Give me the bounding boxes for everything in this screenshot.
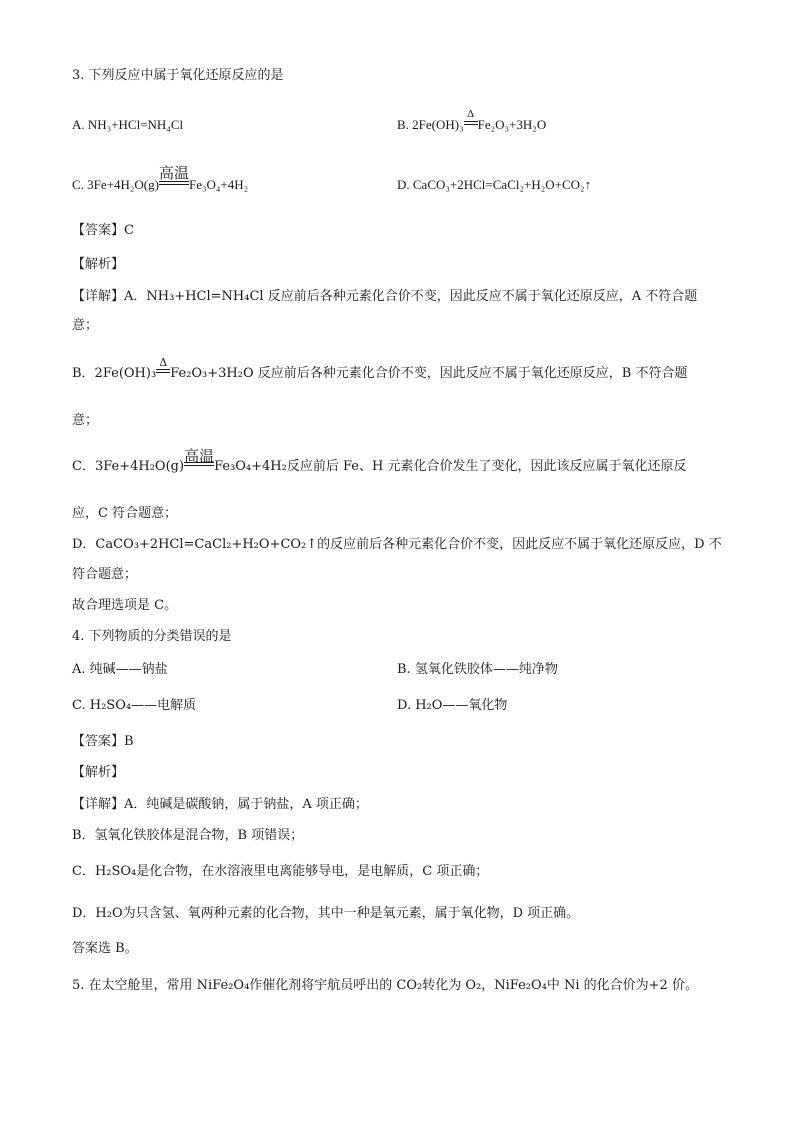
q3-detail-a: 【详解】A．NH₃+HCl=NH₄Cl 反应前后各种元素化合价不变，因此反应不属于氧化还原反应，A 不符合题 (72, 289, 698, 304)
q3-detail-b-text: Fe₂O₃+3H₂O 反应前后各种元素化合价不变，因此反应不属于氧化还原反应，B 不符合题 (170, 366, 688, 381)
q3-answer: 【答案】C (72, 223, 134, 238)
q4-stem: 4. 下列物质的分类错误的是 (72, 629, 232, 644)
q4-option-b: B. 氢氧化铁胶体——纯净物 (397, 662, 558, 677)
q3-detail-b-condition (156, 356, 170, 383)
q3-detail-d: D．CaCO₃+2HCl=CaCl₂+H₂O+CO₂↑的反应前后各种元素化合价不变，因此反应不属于氧化还原反应，D 不 (72, 537, 722, 552)
q3-option-b (397, 108, 547, 134)
q3-option-a: A. NH₃+HCl=NH₄Cl (72, 117, 184, 132)
q4-analysis-label: 【解析】 (72, 765, 125, 780)
heat-delta-symbol: Δ (159, 356, 168, 369)
q3-detail-b (72, 356, 688, 383)
q4-detail-a: 【详解】A．纯碱是碳酸钠，属于钠盐，A 项正确； (72, 797, 368, 812)
q3-detail-b-cont: 意； (72, 413, 99, 428)
q4-option-d: D. H₂O——氧化物 (397, 698, 508, 713)
q3-option-b-condition (464, 108, 478, 134)
q3-detail-c-cont: 应，C 符合题意； (72, 506, 178, 521)
q3-detail-d-cont: 符合题意； (72, 567, 138, 582)
q3-detail-c-reactant: C．3Fe+4H₂O(g) (72, 459, 185, 474)
q3-detail-b-reactant: B．2Fe(OH)₃ (72, 366, 157, 381)
q4-detail-d: D．H₂O为只含氢、氧两种元素的化合物，其中一种是氧元素，属于氧化物，D 项正确。 (72, 906, 580, 921)
q3-detail-a-cont: 意； (72, 318, 99, 333)
q3-detail-c (72, 447, 687, 476)
q3-detail-c-text: Fe₃O₄+4H₂反应前后 Fe、H 元素化合价发生了变化，因此该反应属于氧化还原反 (214, 459, 687, 474)
heat-delta-symbol: Δ (467, 108, 475, 120)
q4-answer: 【答案】B (72, 734, 134, 749)
high-temp-label: 高温 (184, 447, 215, 465)
q4-option-a: A. 纯碱——钠盐 (72, 662, 168, 677)
q4-option-c: C. H₂SO₄——电解质 (72, 698, 197, 713)
q3-option-b-product: Fe₂O₃+3H₂O (477, 117, 547, 132)
q3-option-c-condition (158, 166, 189, 194)
high-temp-label: 高温 (158, 166, 189, 182)
q3-option-c (72, 166, 249, 194)
q5-stem: 5. 在太空舱里，常用 NiFe₂O₄作催化剂将宇航员呼出的 CO₂转化为 O₂，NiFe₂O₄中 Ni 的化合价为+2 价。 (72, 978, 698, 993)
q3-option-d: D. CaCO₃+2HCl=CaCl₂+H₂O+CO₂↑ (397, 177, 592, 192)
q3-analysis-label: 【解析】 (72, 257, 125, 272)
q4-detail-b: B．氢氧化铁胶体是混合物，B 项错误； (72, 828, 304, 843)
q3-detail-c-condition (184, 447, 215, 476)
q3-option-c-product: Fe₃O₄+4H₂ (188, 177, 249, 192)
q3-option-b-reactant: B. 2Fe(OH)₃ (397, 117, 464, 132)
q3-conclusion: 故合理选项是 C。 (72, 598, 178, 613)
q4-detail-c: C．H₂SO₄是化合物，在水溶液里电离能够导电，是电解质，C 项正确； (72, 864, 489, 879)
q4-conclusion: 答案选 B。 (72, 941, 138, 956)
q3-stem: 3. 下列反应中属于氧化还原反应的是 (72, 68, 284, 83)
q3-option-c-reactant: C. 3Fe+4H₂O(g) (72, 177, 159, 192)
